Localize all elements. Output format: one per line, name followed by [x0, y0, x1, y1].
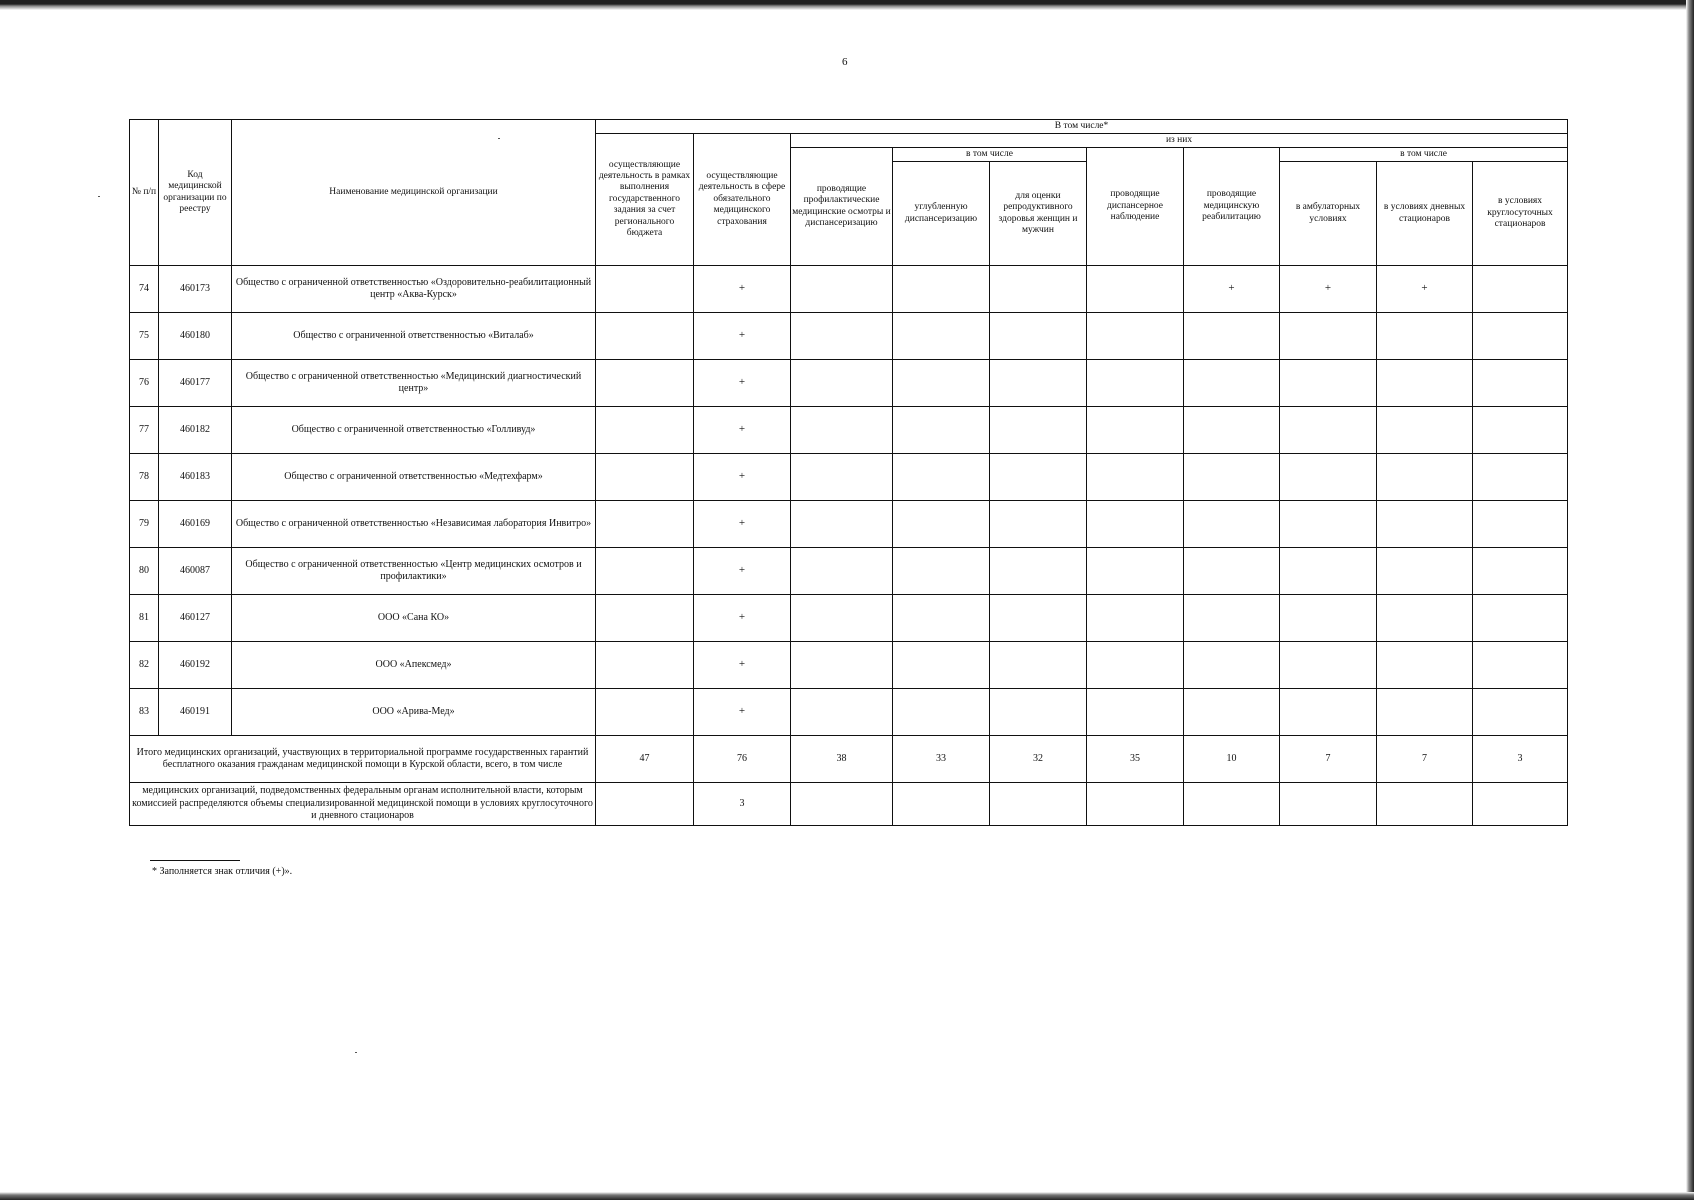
table-row [130, 313, 1568, 360]
table-row [130, 501, 1568, 548]
row-number: 78 [130, 454, 159, 501]
cell-rehab [1184, 548, 1280, 595]
cell-rehab: + [1184, 266, 1280, 313]
cell-budget [596, 595, 694, 642]
row-number: 76 [130, 360, 159, 407]
org-code: 460182 [159, 407, 232, 454]
cell-repro [990, 689, 1087, 736]
cell-ambul [1280, 454, 1377, 501]
cell-oms: + [694, 689, 791, 736]
total-day: 7 [1377, 736, 1473, 783]
header-disp: проводящие диспансерное наблюдение [1087, 148, 1184, 266]
header-prof: проводящие профилактические медицинские осмотры и диспансеризацию [791, 148, 893, 266]
row-number: 82 [130, 642, 159, 689]
cell-prof [791, 689, 893, 736]
org-name: ООО «Сана КО» [232, 595, 596, 642]
scan-speck [355, 1052, 357, 1053]
org-code: 460177 [159, 360, 232, 407]
cell-day [1377, 501, 1473, 548]
cell-repro [990, 548, 1087, 595]
org-name: ООО «Арива-Мед» [232, 689, 596, 736]
cell-deep [893, 548, 990, 595]
header-group-incl-2: в том числе [1280, 148, 1568, 162]
cell-oms: + [694, 407, 791, 454]
cell-ambul [1280, 501, 1377, 548]
table-row [130, 454, 1568, 501]
cell-round [1473, 407, 1568, 454]
cell-disp [1087, 360, 1184, 407]
cell-repro [990, 642, 1087, 689]
cell-day [1377, 689, 1473, 736]
cell-ambul [1280, 595, 1377, 642]
cell-budget [596, 313, 694, 360]
cell-repro [990, 360, 1087, 407]
cell-disp [1087, 454, 1184, 501]
cell-day [1377, 360, 1473, 407]
cell-deep [893, 595, 990, 642]
header-group-of-them: из них [791, 134, 1568, 148]
total-deep: 33 [893, 736, 990, 783]
org-name: Общество с ограниченной ответственностью «Оздоровительно-реабилитационный центр «Аква-Курск» [232, 266, 596, 313]
cell-deep [893, 313, 990, 360]
cell-rehab [1184, 407, 1280, 454]
cell-deep [893, 501, 990, 548]
total-row [130, 736, 1568, 783]
cell-rehab [1184, 595, 1280, 642]
cell-budget [596, 548, 694, 595]
row-number: 83 [130, 689, 159, 736]
federal-disp [1087, 783, 1184, 826]
cell-rehab [1184, 454, 1280, 501]
table-row [130, 266, 1568, 313]
cell-oms: + [694, 360, 791, 407]
federal-budget [596, 783, 694, 826]
footnote: * Заполняется знак отличия (+)». [152, 866, 293, 877]
row-number: 81 [130, 595, 159, 642]
table-row [130, 548, 1568, 595]
federal-ambul [1280, 783, 1377, 826]
header-deep: углубленную диспансеризацию [893, 162, 990, 266]
table-row [130, 407, 1568, 454]
header-group-including: В том числе* [596, 120, 1568, 134]
cell-disp [1087, 313, 1184, 360]
cell-round [1473, 689, 1568, 736]
cell-day [1377, 548, 1473, 595]
org-name: Общество с ограниченной ответственностью «Голливуд» [232, 407, 596, 454]
cell-disp [1087, 548, 1184, 595]
cell-ambul [1280, 360, 1377, 407]
header-no: № п/п [130, 120, 159, 266]
org-code: 460192 [159, 642, 232, 689]
total-label: Итого медицинских организаций, участвующих в территориальной программе государственных гарантий бесплатного оказания гражданам медицинской помощи в Курской области, всего, в том числе [130, 736, 596, 783]
cell-deep [893, 360, 990, 407]
cell-oms: + [694, 266, 791, 313]
cell-ambul [1280, 548, 1377, 595]
header-rehab: проводящие медицинскую реабилитацию [1184, 148, 1280, 266]
cell-budget [596, 266, 694, 313]
cell-oms: + [694, 313, 791, 360]
table-row [130, 360, 1568, 407]
cell-prof [791, 642, 893, 689]
table-row [130, 642, 1568, 689]
row-number: 74 [130, 266, 159, 313]
cell-round [1473, 642, 1568, 689]
cell-rehab [1184, 360, 1280, 407]
cell-day [1377, 642, 1473, 689]
cell-rehab [1184, 501, 1280, 548]
cell-disp [1087, 266, 1184, 313]
org-code: 460173 [159, 266, 232, 313]
row-number: 79 [130, 501, 159, 548]
federal-label: медицинских организаций, подведомственных федеральным органам исполнительной власти, которым комиссией распределяются объемы специализированной медицинской помощи в условиях круглосуточного и дневного стационаров [130, 783, 596, 826]
cell-round [1473, 501, 1568, 548]
cell-day: + [1377, 266, 1473, 313]
cell-budget [596, 407, 694, 454]
total-rehab: 10 [1184, 736, 1280, 783]
header-repro: для оценки репродуктивного здоровья женщин и мужчин [990, 162, 1087, 266]
total-round: 3 [1473, 736, 1568, 783]
cell-deep [893, 689, 990, 736]
federal-round [1473, 783, 1568, 826]
cell-round [1473, 454, 1568, 501]
cell-oms: + [694, 642, 791, 689]
header-day: в условиях дневных стационаров [1377, 162, 1473, 266]
cell-oms: + [694, 454, 791, 501]
header-group-incl-1: в том числе [893, 148, 1087, 162]
header-ambul: в амбулаторных условиях [1280, 162, 1377, 266]
row-number: 77 [130, 407, 159, 454]
org-name: Общество с ограниченной ответственностью «Медтехфарм» [232, 454, 596, 501]
cell-rehab [1184, 689, 1280, 736]
cell-round [1473, 266, 1568, 313]
cell-ambul [1280, 407, 1377, 454]
federal-day [1377, 783, 1473, 826]
org-name: Общество с ограниченной ответственностью «Медицинский диагностический центр» [232, 360, 596, 407]
cell-prof [791, 266, 893, 313]
header-code: Код медицинской организации по реестру [159, 120, 232, 266]
org-code: 460180 [159, 313, 232, 360]
header-round: в условиях круглосуточных стационаров [1473, 162, 1568, 266]
cell-oms: + [694, 595, 791, 642]
row-number: 80 [130, 548, 159, 595]
org-name: ООО «Апексмед» [232, 642, 596, 689]
cell-deep [893, 454, 990, 501]
cell-round [1473, 360, 1568, 407]
page-number: 6 [842, 56, 848, 68]
federal-row [130, 783, 1568, 826]
header-row-1 [130, 120, 1568, 134]
table-row [130, 689, 1568, 736]
org-name: Общество с ограниченной ответственностью «Центр медицинских осмотров и профилактики» [232, 548, 596, 595]
org-code: 460183 [159, 454, 232, 501]
total-disp: 35 [1087, 736, 1184, 783]
total-budget: 47 [596, 736, 694, 783]
cell-deep [893, 642, 990, 689]
header-budget: осуществляющие деятельность в рамках выполнения государственного задания за счет регионального бюджета [596, 134, 694, 266]
cell-budget [596, 360, 694, 407]
cell-prof [791, 548, 893, 595]
cell-budget [596, 454, 694, 501]
cell-ambul [1280, 689, 1377, 736]
org-code: 460169 [159, 501, 232, 548]
cell-day [1377, 595, 1473, 642]
org-code: 460127 [159, 595, 232, 642]
cell-ambul: + [1280, 266, 1377, 313]
cell-rehab [1184, 642, 1280, 689]
cell-prof [791, 360, 893, 407]
cell-repro [990, 266, 1087, 313]
cell-rehab [1184, 313, 1280, 360]
federal-rehab [1184, 783, 1280, 826]
federal-deep [893, 783, 990, 826]
cell-prof [791, 454, 893, 501]
cell-deep [893, 407, 990, 454]
total-oms: 76 [694, 736, 791, 783]
cell-budget [596, 642, 694, 689]
cell-disp [1087, 642, 1184, 689]
cell-repro [990, 407, 1087, 454]
cell-prof [791, 501, 893, 548]
cell-repro [990, 595, 1087, 642]
cell-deep [893, 266, 990, 313]
total-ambul: 7 [1280, 736, 1377, 783]
cell-disp [1087, 595, 1184, 642]
cell-prof [791, 407, 893, 454]
cell-disp [1087, 689, 1184, 736]
scan-edge-top [0, 0, 1694, 10]
cell-prof [791, 595, 893, 642]
federal-oms: 3 [694, 783, 791, 826]
row-number: 75 [130, 313, 159, 360]
cell-repro [990, 313, 1087, 360]
org-code: 460087 [159, 548, 232, 595]
cell-day [1377, 313, 1473, 360]
cell-budget [596, 689, 694, 736]
cell-round [1473, 313, 1568, 360]
cell-disp [1087, 501, 1184, 548]
cell-day [1377, 407, 1473, 454]
scan-edge-bottom [0, 1192, 1694, 1200]
cell-round [1473, 595, 1568, 642]
cell-repro [990, 501, 1087, 548]
cell-oms: + [694, 548, 791, 595]
total-prof: 38 [791, 736, 893, 783]
cell-round [1473, 548, 1568, 595]
header-name: Наименование медицинской организации [232, 120, 596, 266]
scan-edge-right [1686, 0, 1694, 1200]
org-name: Общество с ограниченной ответственностью «Виталаб» [232, 313, 596, 360]
cell-prof [791, 313, 893, 360]
federal-prof [791, 783, 893, 826]
footnote-separator [150, 860, 240, 861]
header-oms: осуществляющие деятельность в сфере обязательного медицинского страхования [694, 134, 791, 266]
cell-ambul [1280, 642, 1377, 689]
cell-repro [990, 454, 1087, 501]
scan-speck [98, 196, 100, 197]
cell-budget [596, 501, 694, 548]
table-row [130, 595, 1568, 642]
total-repro: 32 [990, 736, 1087, 783]
org-code: 460191 [159, 689, 232, 736]
cell-day [1377, 454, 1473, 501]
org-name: Общество с ограниченной ответственностью «Независимая лаборатория Инвитро» [232, 501, 596, 548]
organizations-table [129, 119, 1568, 826]
cell-ambul [1280, 313, 1377, 360]
cell-disp [1087, 407, 1184, 454]
federal-repro [990, 783, 1087, 826]
cell-oms: + [694, 501, 791, 548]
